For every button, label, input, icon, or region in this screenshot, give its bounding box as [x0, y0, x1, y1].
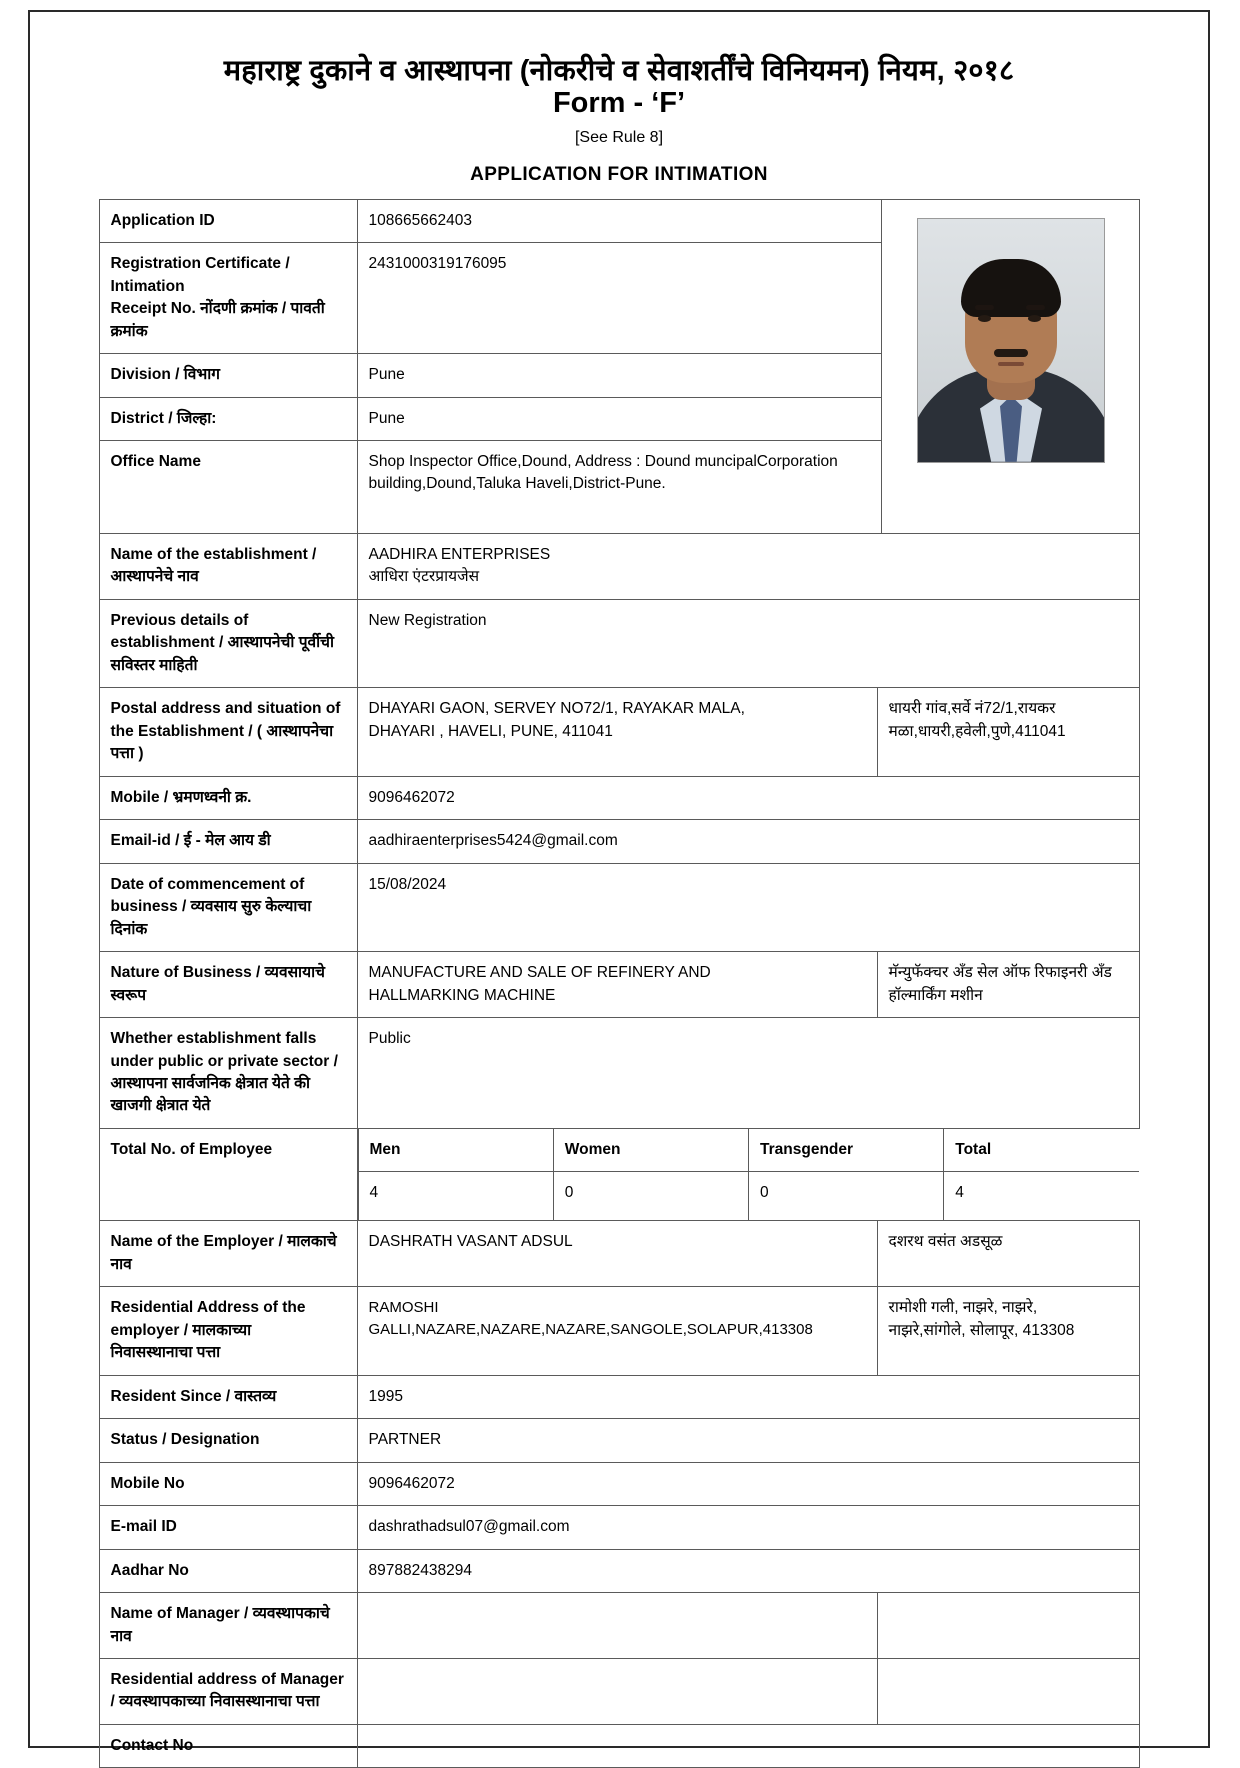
employer-address-label-line3: निवासस्थानाचा पत्ता [110, 1344, 221, 1362]
sector-label-line2: under public or private sector / [110, 1052, 338, 1070]
nature-of-business-value-en-line2: HALLMARKING MACHINE [368, 986, 556, 1004]
nature-of-business-value-en [357, 952, 877, 1018]
nature-of-business-label-line2: स्वरूप [110, 986, 146, 1004]
see-rule-note: [See Rule 8] [574, 128, 664, 146]
previous-details-label-line3: सविस्तर माहिती [110, 656, 198, 674]
table-row [99, 1287, 1139, 1375]
manager-name-label [99, 1593, 357, 1659]
applicant-photo-cell [881, 199, 1139, 533]
nature-of-business-value-mr [877, 952, 1139, 1018]
table-row [99, 599, 1139, 687]
commencement-date-label-line1: Date of commencement of [110, 875, 305, 893]
registration-certificate-label-line2: Receipt No. नोंदणी क्रमांक / पावती क्रमांक [110, 300, 325, 340]
contact-no-value [357, 1724, 1139, 1767]
postal-address-label-line1: Postal address and situation of [110, 700, 341, 718]
postal-address-value-en-line1: DHAYARI GAON, SERVEY NO72/1, RAYAKAR MALA, [368, 700, 745, 718]
employer-name-label [99, 1221, 357, 1287]
employer-name-label-line1: Name of the Employer / मालकाचे [110, 1233, 337, 1251]
district-label: District / जिल्हा: [99, 397, 357, 440]
commencement-date-label-line3: दिनांक [110, 920, 148, 938]
email-value: aadhiraenterprises5424@gmail.com [357, 820, 1139, 863]
act-title-marathi: महाराष्ट्र दुकाने व आस्थापना (नोकरीचे व सेवाशर्तींचे विनियमन) नियम, २०१८ [223, 55, 1015, 87]
employee-header-row [358, 1129, 1139, 1172]
nature-of-business-value-mr-line1: मॅन्युफॅक्चर अँड सेल ऑफ रिफाइनरी अँड [888, 964, 1112, 982]
registration-certificate-label-line1: Registration Certificate / Intimation [110, 255, 290, 295]
nature-of-business-value-mr-line2: हॉल्मार्किंग मशीन [888, 986, 983, 1004]
nature-of-business-label [99, 952, 357, 1018]
commencement-date-value: 15/08/2024 [357, 863, 1139, 951]
employee-count-table [358, 1129, 1140, 1220]
table-row [99, 1549, 1139, 1592]
total-employees-label: Total No. of Employee [99, 1128, 357, 1220]
employer-name-label-line2: नाव [110, 1255, 132, 1273]
employer-address-value-en-line2: GALLI,NAZARE,NAZARE,NAZARE,SANGOLE,SOLAPUR,413308 [368, 1321, 813, 1339]
mobile-value: 9096462072 [357, 776, 1139, 819]
table-row [99, 688, 1139, 776]
postal-address-value-mr [877, 688, 1139, 776]
mobile-no-value: 9096462072 [357, 1462, 1139, 1505]
employee-header-women: Women [553, 1129, 748, 1172]
commencement-date-label-line2: business / व्यवसाय सुरु केल्याचा [110, 898, 312, 916]
postal-address-label-line2: the Establishment / ( आस्थापनेचा [110, 722, 334, 740]
establishment-name-label-line1: Name of the establishment / [110, 546, 317, 563]
table-row [99, 1506, 1139, 1549]
main-details-table [99, 533, 1140, 1768]
sector-label-line1: Whether establishment falls [110, 1030, 317, 1048]
applicant-photo [917, 218, 1105, 463]
employer-address-label-line2: employer / मालकाच्या [110, 1321, 252, 1339]
manager-address-label-line1: Residential address of Manager [110, 1671, 344, 1688]
manager-name-label-line2: नाव [110, 1627, 132, 1645]
registration-certificate-value: 2431000319176095 [357, 243, 881, 354]
nature-of-business-value-en-line1: MANUFACTURE AND SALE OF REFINERY AND [368, 964, 711, 982]
form-page [28, 10, 1210, 1754]
employer-address-value-mr-line2: नाझरे,सांगोले, सोलापूर, 413308 [888, 1321, 1075, 1339]
postal-address-value-en-line2: DHAYARI , HAVELI, PUNE, 411041 [368, 722, 613, 740]
table-row [99, 1375, 1139, 1418]
establishment-name-label [99, 534, 357, 600]
employer-name-value-en: DASHRATH VASANT ADSUL [357, 1221, 877, 1287]
previous-details-label [99, 599, 357, 687]
previous-details-label-line2: establishment / आस्थापनेची पूर्वीची [110, 634, 334, 652]
manager-name-value-mr [877, 1593, 1139, 1659]
employer-address-label-line1: Residential Address of the [110, 1299, 306, 1317]
establishment-name-label-line2: आस्थापनेचे नाव [110, 568, 199, 586]
email-label: Email-id / ई - मेल आय डी [99, 820, 357, 863]
employee-count-total: 4 [944, 1172, 1139, 1221]
employer-address-value-mr [877, 1287, 1139, 1375]
table-row [99, 1128, 1139, 1220]
postal-address-label [99, 688, 357, 776]
aadhar-no-label: Aadhar No [99, 1549, 357, 1592]
employer-address-value-en-line1: RAMOSHI [368, 1299, 439, 1317]
employee-count-transgender: 0 [749, 1172, 944, 1221]
table-row [99, 1659, 1139, 1725]
employer-address-value-en [357, 1287, 877, 1375]
top-details-table [99, 199, 1140, 534]
employer-address-value-mr-line1: रामोशी गली, नाझरे, नाझरे, [888, 1299, 1038, 1317]
table-row [99, 1462, 1139, 1505]
sector-label-line3: आस्थापना सार्वजनिक क्षेत्रात येते की [110, 1074, 311, 1092]
page-subtitle: APPLICATION FOR INTIMATION [470, 163, 768, 185]
table-row [99, 534, 1139, 600]
postal-address-label-line3: पत्ता ) [110, 745, 144, 763]
employee-header-total: Total [944, 1129, 1139, 1172]
commencement-date-label [99, 863, 357, 951]
division-label: Division / विभाग [99, 354, 357, 397]
status-designation-value: PARTNER [357, 1419, 1139, 1462]
previous-details-label-line1: Previous details of [110, 611, 249, 629]
table-row [99, 820, 1139, 863]
office-name-label: Office Name [99, 441, 357, 534]
sector-label [99, 1018, 357, 1129]
table-row [99, 199, 1139, 242]
district-value: Pune [357, 397, 881, 440]
establishment-name-value-mr: आधिरा एंटरप्रायजेस [368, 568, 480, 586]
postal-address-value-mr-line2: मळा,धायरी,हवेली,पुणे,411041 [888, 722, 1066, 740]
table-row [99, 1419, 1139, 1462]
employee-header-men: Men [358, 1129, 553, 1172]
application-id-label: Application ID [99, 199, 357, 242]
employer-name-value-mr: दशरथ वसंत अडसूळ [877, 1221, 1139, 1287]
manager-name-value-en [357, 1593, 877, 1659]
table-row [99, 1221, 1139, 1287]
manager-address-label-line2: / व्यवस्थापकाच्या निवासस्थानाचा पत्ता [110, 1693, 320, 1711]
manager-address-value-mr [877, 1659, 1139, 1725]
email-id-label: E-mail ID [99, 1506, 357, 1549]
status-designation-label: Status / Designation [99, 1419, 357, 1462]
postal-address-value-en [357, 688, 877, 776]
mobile-no-label: Mobile No [99, 1462, 357, 1505]
aadhar-no-value: 897882438294 [357, 1549, 1139, 1592]
employee-header-transgender: Transgender [749, 1129, 944, 1172]
employee-value-row [358, 1172, 1139, 1221]
registration-certificate-label [99, 243, 357, 354]
application-id-value: 108665662403 [357, 199, 881, 242]
sector-label-line4: खाजगी क्षेत्रात येते [110, 1097, 211, 1115]
manager-name-label-line1: Name of Manager / व्यवस्थापकाचे [110, 1605, 330, 1623]
resident-since-label: Resident Since / वास्तव्य [99, 1375, 357, 1418]
table-row [99, 1724, 1139, 1767]
nature-of-business-label-line1: Nature of Business / व्यवसायाचे [110, 964, 325, 982]
manager-address-value-en [357, 1659, 877, 1725]
postal-address-value-mr-line1: धायरी गांव,सर्वे नं72/1,रायकर [888, 700, 1056, 718]
employer-address-label [99, 1287, 357, 1375]
employee-count-men: 4 [358, 1172, 553, 1221]
establishment-name-value [357, 534, 1139, 600]
contact-no-label: Contact No [99, 1724, 357, 1767]
manager-address-label [99, 1659, 357, 1725]
establishment-name-value-en: AADHIRA ENTERPRISES [368, 546, 551, 563]
table-row [99, 952, 1139, 1018]
employee-count-women: 0 [553, 1172, 748, 1221]
table-row [99, 863, 1139, 951]
previous-details-value: New Registration [357, 599, 1139, 687]
resident-since-value: 1995 [357, 1375, 1139, 1418]
office-name-value: Shop Inspector Office,Dound, Address : Dound muncipalCorporation building,Dound,Taluka Haveli,District-Pune. [357, 441, 881, 534]
sector-value: Public [357, 1018, 1139, 1129]
division-value: Pune [357, 354, 881, 397]
email-id-value: dashrathadsul07@gmail.com [357, 1506, 1139, 1549]
mobile-label: Mobile / भ्रमणध्वनी क्र. [99, 776, 357, 819]
table-row [99, 1593, 1139, 1659]
form-title: Form - ‘F’ [552, 87, 686, 120]
table-row [99, 776, 1139, 819]
table-row [99, 1018, 1139, 1129]
